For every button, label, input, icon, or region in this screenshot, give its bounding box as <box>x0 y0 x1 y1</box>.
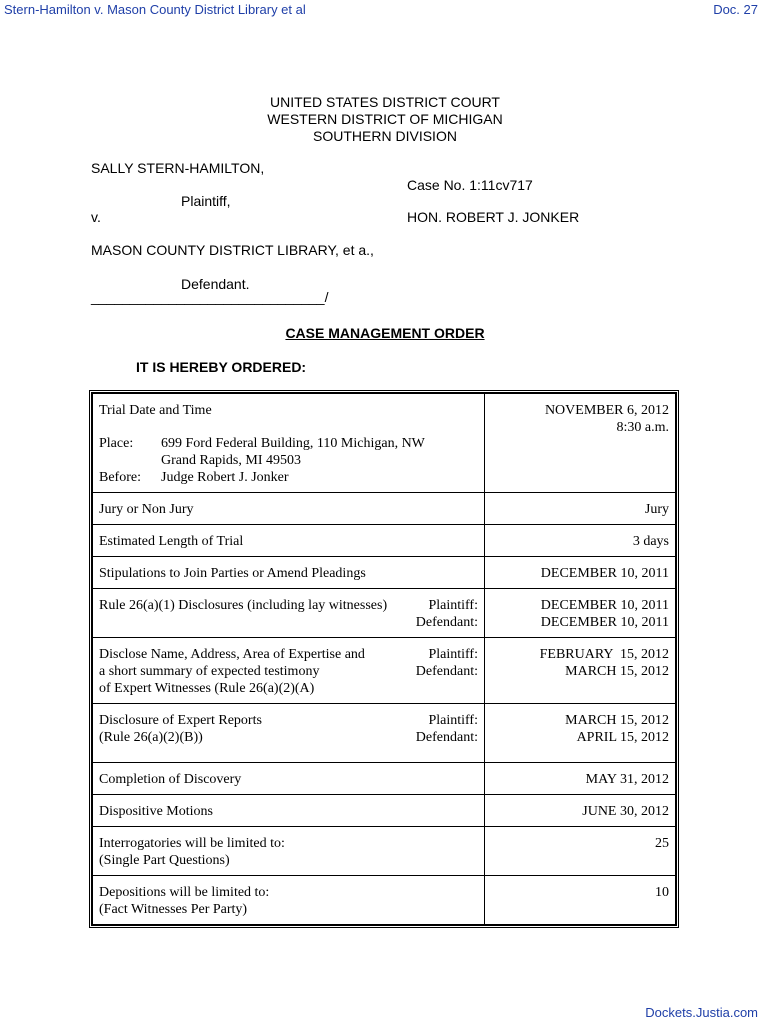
dispositive-value: JUNE 30, 2012 <box>485 795 676 827</box>
table-row <box>93 795 676 827</box>
trial-time: 8:30 a.m. <box>616 420 669 435</box>
order-title: CASE MANAGEMENT ORDER <box>285 325 485 341</box>
court-heading <box>0 94 770 145</box>
rule26-defendant-label: Defendant: <box>415 615 478 630</box>
interrogatories-cell <box>93 827 485 876</box>
depositions-value: 10 <box>485 876 676 925</box>
trial-date-cell <box>485 394 676 493</box>
experts-plaintiff-date: FEBRUARY 15, 2012 <box>539 647 669 662</box>
before-label: Before: <box>99 470 141 485</box>
plaintiff-role: Plaintiff, <box>181 193 231 209</box>
rule26-cell <box>93 589 485 638</box>
experts-line-1: Disclose Name, Address, Area of Expertise and <box>99 647 365 662</box>
place-line-2: Grand Rapids, MI 49503 <box>161 453 301 468</box>
experts-line-3: of Expert Witnesses (Rule 26(a)(2)(A) <box>99 681 315 696</box>
reports-plaintiff-label: Plaintiff: <box>428 713 478 728</box>
experts-defendant-label: Defendant: <box>415 664 478 679</box>
header-bar <box>0 0 770 20</box>
reports-dates <box>485 704 676 763</box>
table-row <box>93 394 676 493</box>
trial-date: NOVEMBER 6, 2012 <box>544 403 669 418</box>
before-value: Judge Robert J. Jonker <box>161 470 289 485</box>
rule26-dates <box>485 589 676 638</box>
depositions-line-1: Depositions will be limited to: <box>99 885 270 900</box>
rule26-defendant-date: DECEMBER 10, 2011 <box>540 615 669 630</box>
discovery-value: MAY 31, 2012 <box>485 763 676 795</box>
jury-label: Jury or Non Jury <box>93 493 485 525</box>
stipulations-label: Stipulations to Join Parties or Amend Pleadings <box>93 557 485 589</box>
interrogatories-line-1: Interrogatories will be limited to: <box>99 836 285 851</box>
rule26-label: Rule 26(a)(1) Disclosures (including lay witnesses) <box>99 598 388 613</box>
versus: v. <box>91 209 101 225</box>
depositions-cell <box>93 876 485 925</box>
case-number: Case No. 1:11cv717 <box>407 177 533 193</box>
reports-defendant-label: Defendant: <box>415 730 478 745</box>
rule26-plaintiff-label: Plaintiff: <box>428 598 478 613</box>
ordered-heading: IT IS HEREBY ORDERED: <box>136 359 307 375</box>
reports-line-1: Disclosure of Expert Reports <box>99 713 262 728</box>
table-row <box>93 557 676 589</box>
caption-rule-line: ______________________________/ <box>91 289 329 305</box>
table-row <box>93 525 676 557</box>
experts-cell <box>93 638 485 704</box>
depositions-line-2: (Fact Witnesses Per Party) <box>99 902 248 917</box>
court-line-3: SOUTHERN DIVISION <box>313 128 457 144</box>
reports-cell <box>93 704 485 763</box>
jury-value: Jury <box>485 493 676 525</box>
length-value: 3 days <box>485 525 676 557</box>
table-row <box>93 763 676 795</box>
table-row <box>93 589 676 638</box>
court-line-1: UNITED STATES DISTRICT COURT <box>270 94 500 110</box>
place-label: Place: <box>99 436 134 451</box>
trial-cell <box>93 394 485 493</box>
plaintiff-name: SALLY STERN-HAMILTON, <box>91 160 265 176</box>
experts-plaintiff-label: Plaintiff: <box>428 647 478 662</box>
case-title-link[interactable]: Stern-Hamilton v. Mason County District Library et al <box>4 2 306 17</box>
place-line-1: 699 Ford Federal Building, 110 Michigan, NW <box>161 436 425 451</box>
reports-defendant-date: APRIL 15, 2012 <box>576 730 669 745</box>
judge-name: HON. ROBERT J. JONKER <box>407 209 580 225</box>
table-row <box>93 493 676 525</box>
discovery-label: Completion of Discovery <box>93 763 485 795</box>
table-row <box>93 876 676 925</box>
stipulations-value: DECEMBER 10, 2011 <box>485 557 676 589</box>
interrogatories-line-2: (Single Part Questions) <box>99 853 230 868</box>
interrogatories-value: 25 <box>485 827 676 876</box>
defendant-name: MASON COUNTY DISTRICT LIBRARY, et a., <box>91 242 374 258</box>
table-row <box>93 638 676 704</box>
trial-label: Trial Date and Time <box>99 403 212 418</box>
experts-dates <box>485 638 676 704</box>
reports-line-2: (Rule 26(a)(2)(B)) <box>99 730 203 745</box>
doc-number-link[interactable]: Doc. 27 <box>713 2 758 17</box>
reports-plaintiff-date: MARCH 15, 2012 <box>565 713 669 728</box>
defendant-role: Defendant. <box>181 276 250 292</box>
table-row <box>93 704 676 763</box>
court-line-2: WESTERN DISTRICT OF MICHIGAN <box>267 111 503 127</box>
rule26-plaintiff-date: DECEMBER 10, 2011 <box>540 598 669 613</box>
table-row <box>93 827 676 876</box>
length-label: Estimated Length of Trial <box>93 525 485 557</box>
schedule-table <box>89 390 679 928</box>
experts-line-2: a short summary of expected testimony <box>99 664 320 679</box>
dispositive-label: Dispositive Motions <box>93 795 485 827</box>
experts-defendant-date: MARCH 15, 2012 <box>565 664 669 679</box>
justia-source-link[interactable]: Dockets.Justia.com <box>645 1005 758 1020</box>
